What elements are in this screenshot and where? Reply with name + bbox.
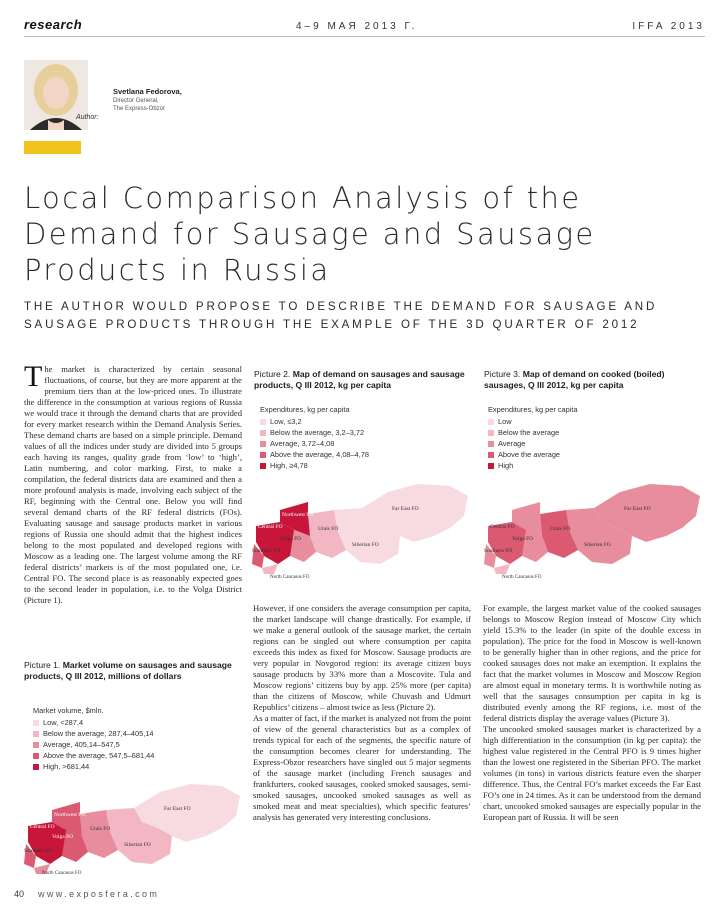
legend-swatch — [260, 463, 266, 469]
map-label-ncaucasus: North Caucasus FO — [42, 871, 82, 876]
map-label-volga: Volga FO — [52, 834, 74, 840]
picture-1-title: Market volume on sausages and sausage products, Q III 2012, millions of dollars — [24, 660, 232, 681]
legend-swatch — [260, 430, 266, 436]
legend-item — [488, 449, 578, 460]
page-number: 40 — [14, 889, 25, 899]
legend-label: High, ≥4,78 — [270, 461, 308, 470]
article-title: Local Comparison Analysis of the Demand for Sausage and Sausage Products in Russia — [24, 181, 596, 287]
picture-3-title: Map of demand on cooked (boiled) sausages, Q III 2012, kg per capita — [484, 369, 665, 390]
legend-item — [33, 739, 154, 750]
map-label-northwest: Northwest FO — [282, 512, 314, 518]
region-ncaucasus — [262, 564, 278, 574]
legend-title: Expenditures, kg per capita — [488, 405, 578, 414]
picture-3-caption — [484, 369, 700, 390]
map-label-volga: Volga FO — [280, 536, 302, 542]
map-label-volga: Volga FO — [512, 536, 534, 542]
legend-swatch — [33, 731, 39, 737]
legend-label: Below the average — [498, 428, 560, 437]
legend-item — [260, 427, 369, 438]
legend-label: Below the average, 287,4–405,14 — [43, 729, 154, 738]
picture-1-map — [22, 770, 244, 878]
map-label-urals: Urals FO — [90, 826, 111, 832]
legend-swatch — [33, 720, 39, 726]
author-name: Svetlana Fedorova, — [113, 87, 182, 96]
legend-label: Average — [498, 439, 526, 448]
picture-3-label: Picture 3. — [484, 369, 521, 379]
legend-title: Market volume, $mln. — [33, 706, 104, 715]
legend-label: Low — [498, 417, 512, 426]
col2-paragraph-1: However, if one considers the average consumption per capita, the market landscape will change drastically. For example, if we make a general outlook of the sausage market, the certain regions can be singled out where consumption per capita exceeds this index as fixed for Moscow. Sausage products are very popular in Novgorod region: its average citizen buys sausage products by 33% more than a Moscovite. Tula and Moscow regions’ citizens buy by app. 25% more (per capita) than the citizens of Moscow, while Chuvash and Udmurt Republics’ citizens – almost twice as less (Picture 2). — [253, 603, 471, 712]
legend-label: Above the average, 547,5–681,44 — [43, 751, 155, 760]
column-1-text — [24, 360, 242, 606]
legend-swatch — [260, 441, 266, 447]
map-label-fareast: Far East FO — [624, 506, 651, 512]
legend-item — [488, 427, 578, 438]
issue-date: 4–9 МАЯ 2013 Г. — [296, 21, 418, 32]
footer-url[interactable]: www.exposfera.com — [38, 889, 160, 899]
legend-item — [33, 728, 154, 739]
legend-item — [260, 416, 369, 427]
map-label-central: Central FO — [30, 824, 55, 830]
legend-label: High — [498, 461, 514, 470]
legend-swatch — [260, 419, 266, 425]
header-divider — [24, 36, 705, 37]
map-label-central: Central FO — [258, 524, 283, 530]
legend-item — [488, 438, 578, 449]
col3-paragraph-2: The uncooked smoked sausages market is characterized by a high differentiation in the consumption (in kg per capita): the highest value registered in the Central PFO is 9 times higher than the lowest one registered in the Siberian PFO. The market volumes (in tons) in various districts feature even the sharper difference. Thus, the Central FO’s market exceeds the Far East FO’s one in 24 times. As it can be understood from the demand chart, uncooked smoked sausages are especially popular in the European part of Russia. It will be seen — [483, 724, 701, 822]
picture-2-legend — [260, 404, 369, 471]
drop-cap: T — [24, 360, 43, 393]
legend-label: Below the average, 3,2–3,72 — [270, 428, 365, 437]
col1-paragraph: he market is characterized by certain seasonal fluctuations, of course, but they are more apparent at the premium tiers than at the low-priced ones. To illustrate the difference in the consumption at various regions of Russia we would trace it through the demand charts that are provided for every market research within the Demand Analysis Series. These demand charts are based on a simple principle. Demand values of all the indices under study are divided into 5 groups each having its ranges, quality grade from ‘low’ to ‘high’, Latin numbering, and color marking. First, to make a compilation, the federal districts data are examined and then a more profound analysis is made, involving each subject of the RF, beginning with the Central one. Below you will find several demand charts of the RF federal districts (FOs). Evaluating sausage and sausage products market in various regions of Russia one should admit that the highest indices belong to the most populated and developed regions with Moscow as a leading one. The largest volume among the RF federal districts’ markets is of the most populated one, i.e. Central FO. The second place is as reasonably expected goes to the second leader in population, i.e. to the Volga District (Picture 1). — [24, 364, 242, 605]
map-label-southern: Southern FO — [24, 848, 53, 854]
picture-2-title: Map of demand on sausages and sausage products, Q III 2012, kg per capita — [254, 369, 465, 390]
picture-1-legend — [33, 705, 154, 772]
legend-title: Expenditures, kg per capita — [260, 405, 350, 414]
legend-label: Low, ≤3,2 — [270, 417, 302, 426]
map-label-urals: Urals FO — [550, 526, 571, 532]
legend-item — [33, 717, 154, 728]
map-label-southern: Southern FO — [252, 548, 281, 554]
legend-label: High, >681,44 — [43, 762, 90, 771]
map-label-fareast: Far East FO — [164, 806, 191, 812]
legend-swatch — [33, 753, 39, 759]
event-name: IFFA 2013 — [632, 21, 705, 32]
section-label: research — [24, 17, 83, 32]
picture-2-map — [250, 470, 472, 582]
legend-label: Above the average, 4,08–4,78 — [270, 450, 370, 459]
map-label-fareast: Far East FO — [392, 506, 419, 512]
author-role — [113, 97, 165, 113]
legend-item — [260, 438, 369, 449]
legend-item — [488, 416, 578, 427]
legend-swatch — [488, 441, 494, 447]
legend-swatch — [488, 430, 494, 436]
map-label-urals: Urals FO — [318, 526, 339, 532]
map-label-central: Central FO — [490, 524, 515, 530]
map-label-southern: Southern FO — [484, 548, 513, 554]
legend-label: Average, 3,72–4,08 — [270, 439, 335, 448]
map-label-northwest: Northwest FO — [54, 812, 86, 818]
legend-label: Average, 405,14–547,5 — [43, 740, 120, 749]
col2-paragraph-2: As a matter of fact, if the market is analyzed not from the point of view of the general characteristics but as a complex of trends typical for each of the segments, the specific nature of the consumption becomes clearer for understanding. The Express-Obzor researchers have singled out 5 major segments of the sausage market (including French sausages and frankfurters, cooked sausages, cooked smoked sausages, semi-smoked sausages, uncooked smoked sausages as well as smoked meat and meat specialties), which specific features’ analysis has generated very interesting conclusions. — [253, 713, 471, 822]
legend-swatch — [33, 742, 39, 748]
legend-item — [260, 449, 369, 460]
col3-paragraph-1: For example, the largest market value of the cooked sausages belongs to Moscow Region instead of Moscow City which yield 15.3% to the leader (in spite of the double excess in population). The price for the food in Moscow is well-known to be generally higher than in other regions, and the price for cooked sausages does not make an exemption. It explains the fact that the market volumes in Moscow and Moscow Region are almost equal in monetary terms. It is worthwhile noting as well that the sausages consumption per capita in kg is distributed evenly among the RF regions, i.e. most of the federal districts display the average values (Picture 3). — [483, 603, 701, 723]
picture-2-caption — [254, 369, 470, 390]
column-2-text — [253, 603, 471, 823]
author-label: Author: — [76, 114, 99, 121]
map-label-siberian: Siberian FO — [124, 842, 151, 848]
picture-2-label: Picture 2. — [254, 369, 291, 379]
legend-swatch — [260, 452, 266, 458]
legend-swatch — [488, 419, 494, 425]
legend-swatch — [488, 463, 494, 469]
map-label-siberian: Siberian FO — [584, 542, 611, 548]
column-3-text — [483, 603, 701, 823]
legend-swatch — [488, 452, 494, 458]
picture-3-legend — [488, 404, 578, 471]
map-label-ncaucasus: North Caucasus FO — [502, 575, 542, 580]
region-ncaucasus — [494, 564, 510, 574]
article-subtitle: THE AUTHOR WOULD PROPOSE TO DESCRIBE THE DEMAND FOR SAUSAGE AND SAUSAGE PRODUCTS THROUGH THE EXAMPLE OF THE 3D QUARTER OF 2012 — [24, 300, 658, 331]
legend-label: Above the average — [498, 450, 561, 459]
legend-swatch — [33, 764, 39, 770]
legend-item — [33, 750, 154, 761]
map-label-siberian: Siberian FO — [352, 542, 379, 548]
legend-label: Low, <287,4 — [43, 718, 84, 727]
author-role-line1: Director General, — [113, 98, 159, 104]
picture-1-label: Picture 1. — [24, 660, 61, 670]
author-role-line2: The Express-Obzor — [113, 106, 166, 112]
picture-3-map — [482, 470, 704, 582]
picture-1-caption — [24, 660, 239, 681]
accent-bar — [24, 141, 81, 154]
map-label-ncaucasus: North Caucasus FO — [270, 575, 310, 580]
